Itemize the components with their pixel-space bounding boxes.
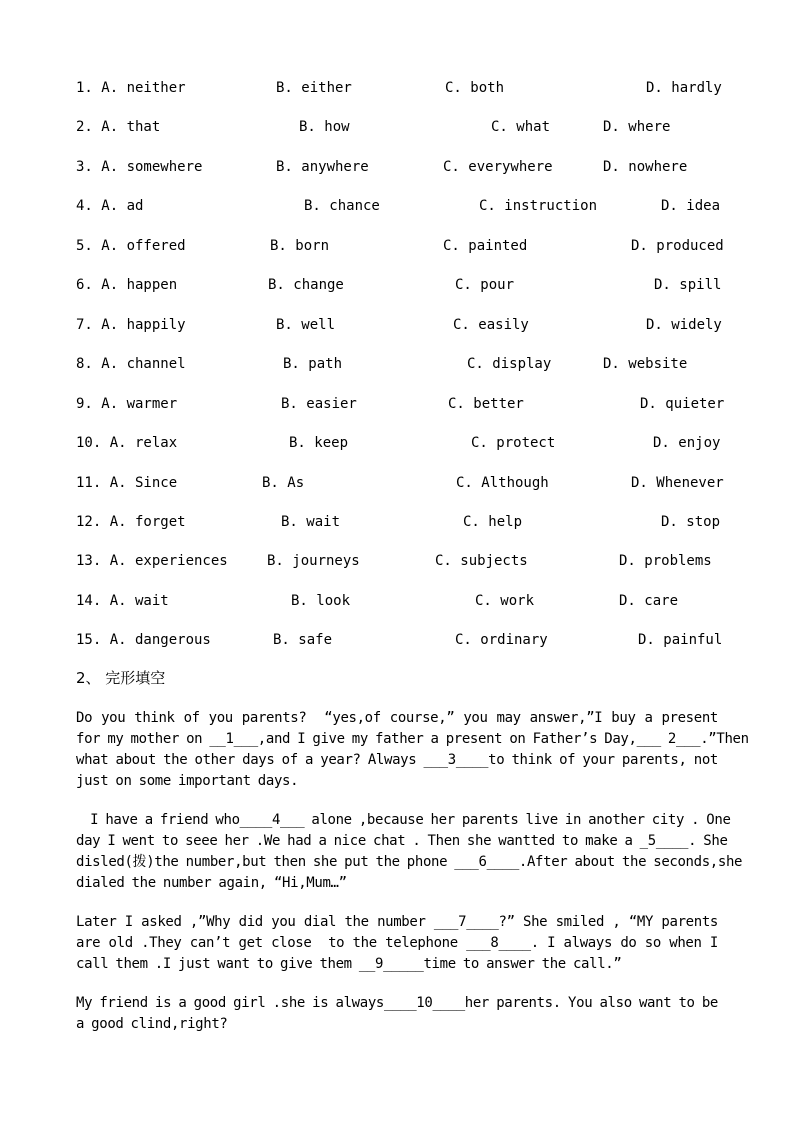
option-row [0,512,794,534]
passage-line: Later I asked ,”Why did you dial the number ___7____?” She smiled , “MY parents [76,914,718,930]
option-c: C. display [467,356,552,372]
option-c: C. better [448,396,524,412]
option-row [0,394,794,416]
option-b: B. keep [289,435,349,451]
option-a: 4. A. ad [76,198,144,214]
option-row [0,236,794,258]
option-a: 8. A. channel [76,356,186,372]
passage-line: just on some important days. [76,773,299,789]
option-c: C. both [445,80,505,96]
option-b: B. well [276,317,336,333]
option-d: D. stop [661,514,721,530]
passage-paragraph [76,993,718,1035]
option-d: D. website [603,356,688,372]
option-d: D. where [603,119,671,135]
option-b: B. As [262,475,305,491]
option-c: C. painted [443,238,528,254]
option-row [0,117,794,139]
option-d: D. produced [631,238,724,254]
option-a: 2. A. that [76,119,161,135]
option-row [0,157,794,179]
passage-line: a good clind,right? [76,1016,228,1032]
option-b: B. path [283,356,343,372]
passage-line: day I went to seee her .We had a nice chat . Then she wantted to make a _5____. She [76,833,728,849]
option-a: 9. A. warmer [76,396,178,412]
option-d: D. widely [646,317,722,333]
option-row [0,78,794,100]
option-row [0,591,794,613]
option-c: C. work [475,593,535,609]
option-b: B. easier [281,396,357,412]
option-d: D. quieter [640,396,725,412]
option-a: 13. A. experiences [76,553,228,569]
option-c: C. subjects [435,553,528,569]
option-b: B. how [299,119,350,135]
option-d: D. nowhere [603,159,688,175]
passage-paragraph [76,912,718,975]
option-a: 10. A. relax [76,435,178,451]
passage-line: what about the other days of a year? Always ___3____to think of your parents, not [76,752,718,768]
passage-line: dialed the number again, “Hi,Mum…” [76,875,347,891]
option-a: 15. A. dangerous [76,632,211,648]
option-d: D. spill [654,277,722,293]
option-c: C. pour [455,277,515,293]
option-a: 5. A. offered [76,238,186,254]
section-heading: 2、 完形填空 [76,669,166,687]
option-a: 6. A. happen [76,277,178,293]
option-b: B. born [270,238,330,254]
option-c: C. instruction [479,198,598,214]
option-d: D. enjoy [653,435,721,451]
passage-line: for my mother on __1___,and I give my father a present on Father’s Day,___ 2___.”Then [76,731,749,747]
option-row [0,315,794,337]
passage-line: I have a friend who____4___ alone ,because her parents live in another city . One [76,812,731,828]
option-b: B. wait [281,514,341,530]
option-a: 1. A. neither [76,80,186,96]
option-c: C. everywhere [443,159,553,175]
option-b: B. anywhere [276,159,369,175]
passage-line: My friend is a good girl .she is always____10____her parents. You also want to be [76,995,718,1011]
option-b: B. journeys [267,553,360,569]
option-d: D. problems [619,553,712,569]
passage-line: call them .I just want to give them __9_____time to answer the call.” [76,956,622,972]
option-c: C. protect [471,435,556,451]
option-d: D. idea [661,198,721,214]
passage-line: Do you think of you parents? “yes,of course,” you may answer,”I buy a present [76,710,718,726]
option-a: 11. A. Since [76,475,178,491]
option-row [0,630,794,652]
option-b: B. safe [273,632,333,648]
option-c: C. ordinary [455,632,548,648]
option-row [0,275,794,297]
passage-paragraph [76,810,743,894]
option-d: D. painful [638,632,723,648]
option-b: B. change [268,277,344,293]
option-a: 3. A. somewhere [76,159,203,175]
option-row [0,354,794,376]
passage-line: disled(拨)the number,but then she put the phone ___6____.After about the seconds,she [76,854,743,870]
passage-paragraph [76,708,749,792]
option-b: B. chance [304,198,380,214]
passage-line: are old .They can’t get close to the telephone ___8____. I always do so when I [76,935,718,951]
option-b: B. either [276,80,352,96]
option-a: 12. A. forget [76,514,186,530]
option-row [0,473,794,495]
option-a: 7. A. happily [76,317,186,333]
option-d: D. care [619,593,679,609]
option-d: D. hardly [646,80,722,96]
option-c: C. Although [456,475,549,491]
option-a: 14. A. wait [76,593,169,609]
option-c: C. easily [453,317,529,333]
option-c: C. what [491,119,551,135]
option-d: D. Whenever [631,475,724,491]
option-row [0,433,794,455]
option-row [0,196,794,218]
option-b: B. look [291,593,351,609]
option-c: C. help [463,514,523,530]
option-row [0,551,794,573]
